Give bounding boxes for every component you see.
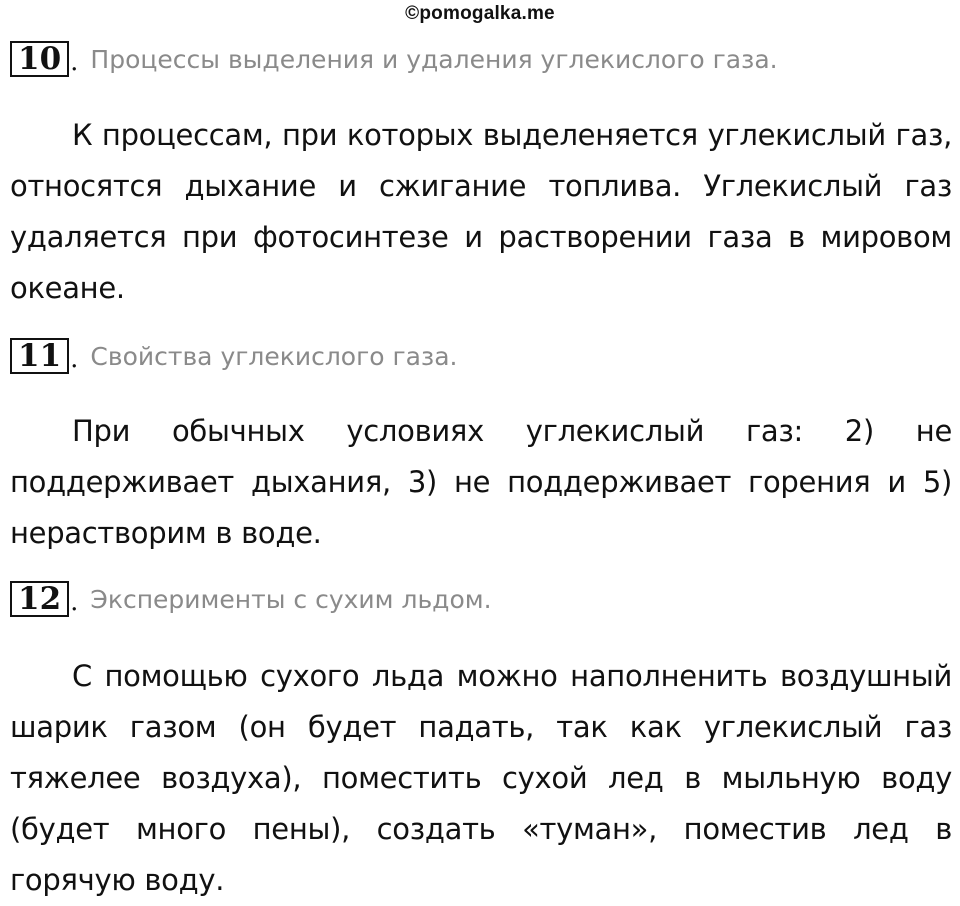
section-answer-text: При обычных условиях углекислый газ: 2) не поддерживает дыхания, 3) не поддерживает горения и 5) нерастворим в воде. (10, 414, 952, 550)
section-number: 12 (10, 581, 69, 617)
section-number-dot: . (70, 47, 79, 77)
section-number-dot: . (70, 344, 79, 374)
section-title: Свойства углекислого газа. (90, 341, 458, 371)
watermark: ©pomogalka.me (405, 3, 555, 24)
section-number-dot: . (70, 587, 79, 617)
section-heading (10, 37, 952, 81)
section-title: Процессы выделения и удаления углекислого газа. (90, 44, 778, 74)
section-heading (10, 334, 952, 378)
section-title: Эксперименты с сухим льдом. (90, 584, 492, 614)
section-11 (10, 334, 952, 559)
section-answer-text: К процессам, при которых выделеняется углекислый газ, относятся дыхание и сжигание топлива. Углекислый газ удаляется при фотосинтезе и растворении газа в мировом океане. (10, 118, 952, 305)
section-number: 11 (10, 338, 69, 374)
section-12 (10, 577, 952, 906)
section-number: 10 (10, 41, 69, 77)
section-heading (10, 577, 952, 621)
section-10 (10, 37, 952, 314)
section-answer-text: С помощью сухого льда можно наполненить воздушный шарик газом (он будет падать, так как углекислый газ тяжелее воздуха), поместить сухой лед в мыльную воду (будет много пены), создать «туман», поместив лед в горячую воду. (10, 659, 952, 897)
